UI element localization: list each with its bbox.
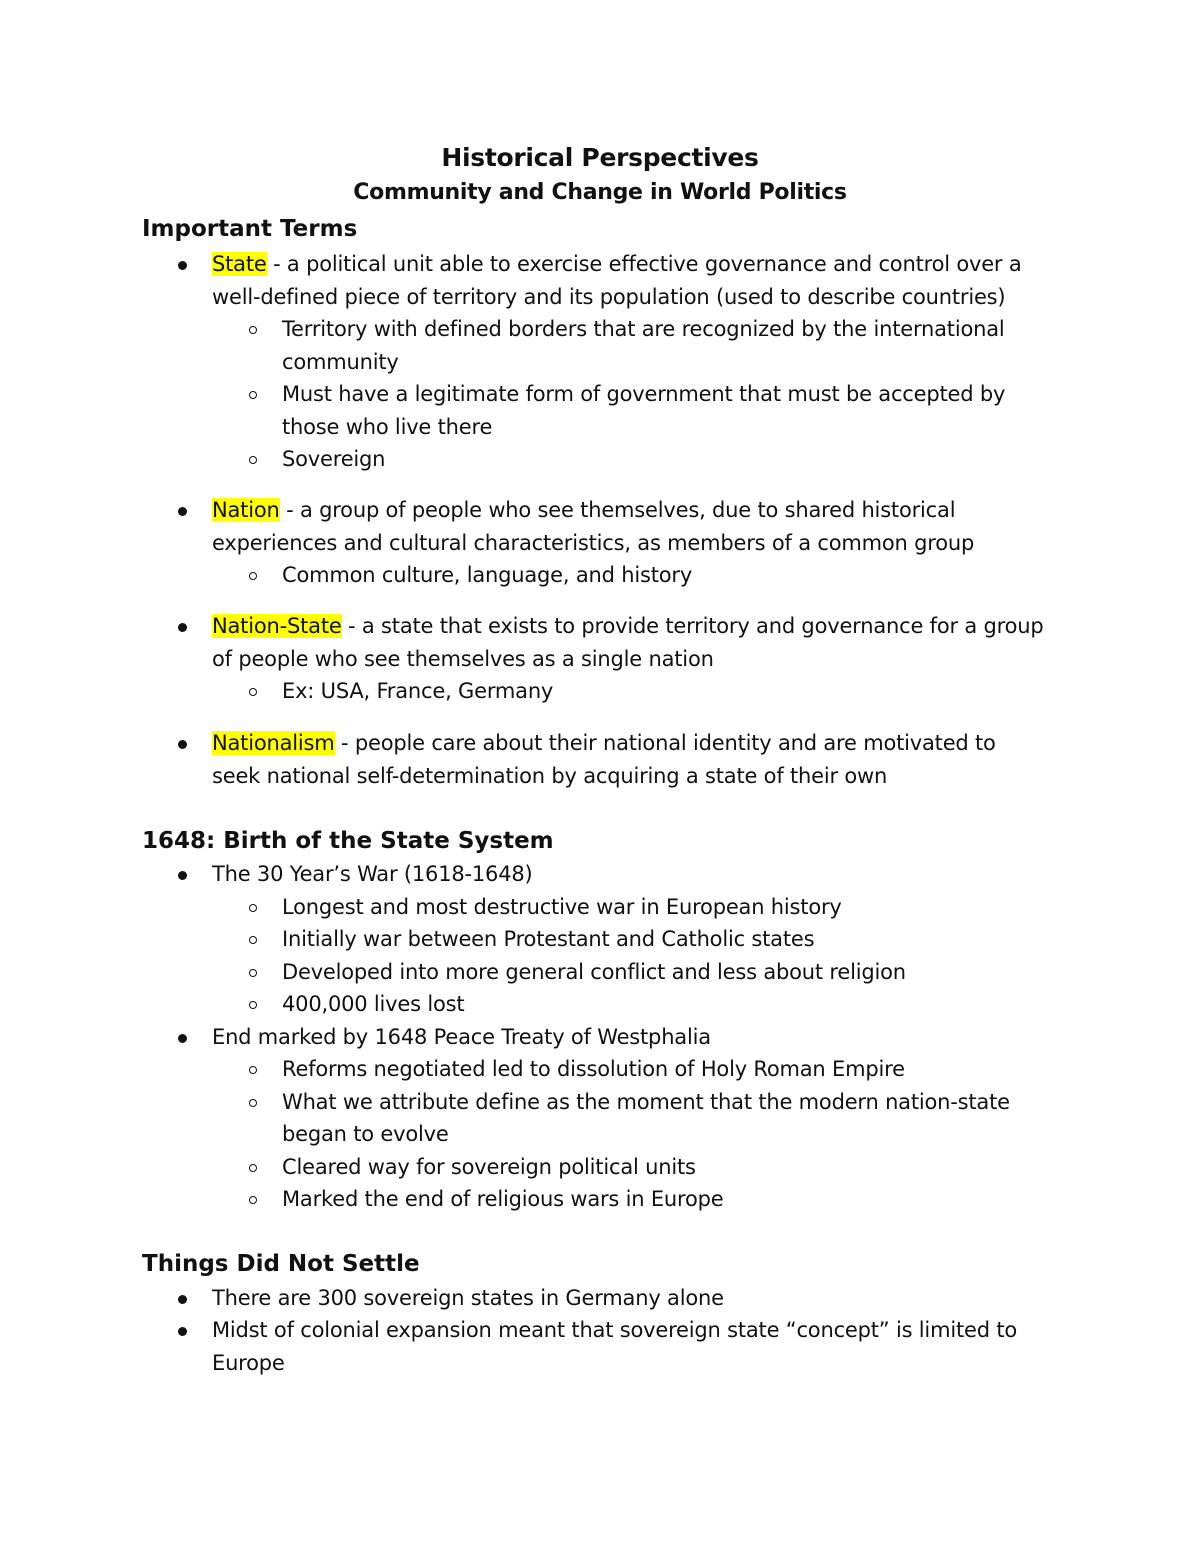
- term-nation-state-definition-line: [212, 614, 1044, 638]
- sub-bullet-ring: [249, 688, 257, 696]
- list-item: There are 300 sovereign states in Germany alone: [212, 1286, 724, 1310]
- term-nation-state-definition-cont: of people who see themselves as a single nation: [212, 647, 714, 671]
- term-nationalism-text: - people care about their national identity and are motivated to: [334, 731, 996, 755]
- sub-item: Marked the end of religious wars in Europe: [282, 1187, 724, 1211]
- sub-bullet-ring: [249, 572, 257, 580]
- term-state-definition-cont: well-defined piece of territory and its population (used to describe countries): [212, 285, 1006, 309]
- term-nation-highlight: Nation: [212, 498, 280, 522]
- sub-bullet-ring: [249, 456, 257, 464]
- sub-item: Sovereign: [282, 447, 386, 471]
- sub-bullet-ring: [249, 391, 257, 399]
- bullet-dot: [178, 507, 187, 516]
- bullet-dot: [178, 261, 187, 270]
- term-state-highlight: State: [212, 252, 267, 276]
- bullet-dot: [178, 623, 187, 632]
- sub-item-cont: community: [282, 350, 399, 374]
- term-nation-state-text: - a state that exists to provide territory and governance for a group: [341, 614, 1044, 638]
- bullet-dot: [178, 1034, 187, 1043]
- bullet-dot: [178, 1327, 187, 1336]
- list-item: The 30 Year’s War (1618-1648): [212, 862, 533, 886]
- term-state-definition-line: [212, 252, 1022, 276]
- section-heading-birth-of-state-system: 1648: Birth of the State System: [142, 828, 554, 854]
- sub-item: What we attribute define as the moment that the modern nation-state: [282, 1090, 1010, 1114]
- sub-bullet-ring: [249, 969, 257, 977]
- sub-bullet-ring: [249, 1001, 257, 1009]
- sub-bullet-ring: [249, 326, 257, 334]
- term-nationalism-highlight: Nationalism: [212, 731, 335, 755]
- term-nation-definition-cont: experiences and cultural characteristics, as members of a common group: [212, 531, 975, 555]
- list-item-cont: Europe: [212, 1351, 285, 1375]
- sub-bullet-ring: [249, 1164, 257, 1172]
- sub-bullet-ring: [249, 1099, 257, 1107]
- sub-item: Initially war between Protestant and Catholic states: [282, 927, 815, 951]
- sub-bullet-ring: [249, 904, 257, 912]
- sub-item: Must have a legitimate form of government that must be accepted by: [282, 382, 1006, 406]
- list-item: Midst of colonial expansion meant that sovereign state “concept” is limited to: [212, 1318, 1017, 1342]
- sub-item-cont: began to evolve: [282, 1122, 449, 1146]
- sub-item: 400,000 lives lost: [282, 992, 465, 1016]
- term-nationalism-definition-line: [212, 731, 996, 755]
- sub-item: Longest and most destructive war in European history: [282, 895, 842, 919]
- sub-bullet-ring: [249, 1196, 257, 1204]
- document-subtitle: Community and Change in World Politics: [353, 180, 847, 205]
- sub-item: Common culture, language, and history: [282, 563, 693, 587]
- term-state-text: - a political unit able to exercise effective governance and control over a: [266, 252, 1022, 276]
- bullet-dot: [178, 740, 187, 749]
- term-nation-definition-line: [212, 498, 955, 522]
- list-item: End marked by 1648 Peace Treaty of Westphalia: [212, 1025, 711, 1049]
- section-heading-important-terms: Important Terms: [142, 216, 358, 242]
- term-nation-text: - a group of people who see themselves, due to shared historical: [279, 498, 956, 522]
- sub-item: Ex: USA, France, Germany: [282, 679, 554, 703]
- section-heading-things-did-not-settle: Things Did Not Settle: [142, 1251, 420, 1277]
- sub-item: Developed into more general conflict and less about religion: [282, 960, 906, 984]
- sub-item: Reforms negotiated led to dissolution of Holy Roman Empire: [282, 1057, 905, 1081]
- term-nation-state-highlight: Nation-State: [212, 614, 342, 638]
- term-nationalism-definition-cont: seek national self-determination by acquiring a state of their own: [212, 764, 888, 788]
- bullet-dot: [178, 1295, 187, 1304]
- document-title: Historical Perspectives: [441, 143, 759, 172]
- bullet-dot: [178, 871, 187, 880]
- sub-item: Cleared way for sovereign political units: [282, 1155, 696, 1179]
- sub-item-cont: those who live there: [282, 415, 493, 439]
- sub-item: Territory with defined borders that are recognized by the international: [282, 317, 1005, 341]
- sub-bullet-ring: [249, 936, 257, 944]
- sub-bullet-ring: [249, 1066, 257, 1074]
